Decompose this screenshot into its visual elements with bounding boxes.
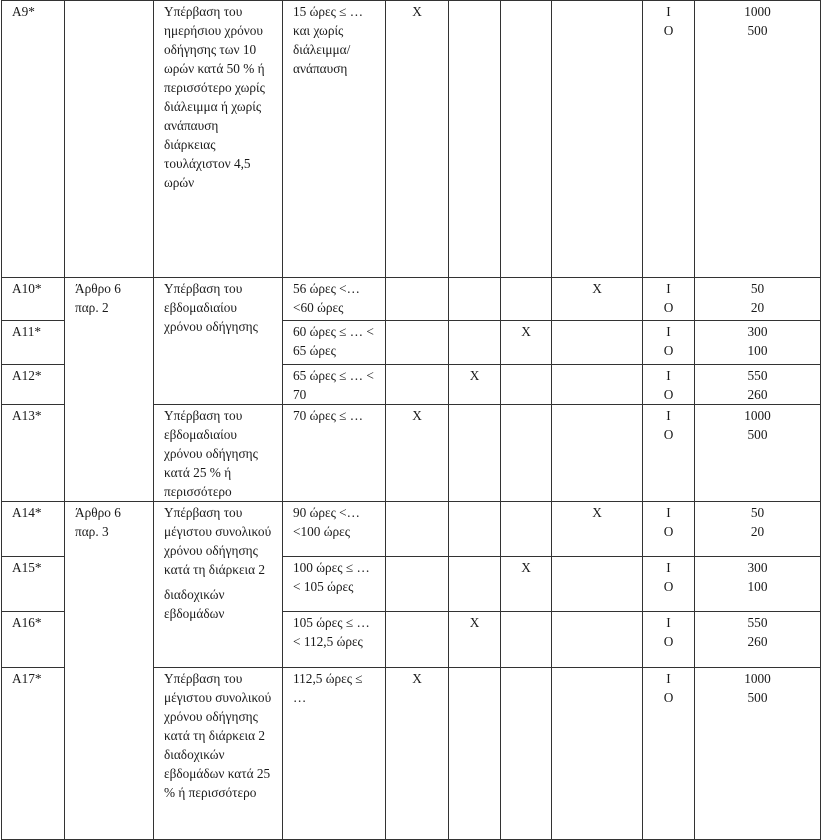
amount-o: 260 (747, 387, 768, 402)
limit-cell: 100 ώρες ≤ … < 105 ώρες (283, 557, 386, 612)
limit-cell: 60 ώρες ≤ … < 65 ώρες (283, 321, 386, 365)
severity-empty (386, 278, 449, 321)
limit-cell: 105 ώρες ≤ … < 112,5 ώρες (283, 612, 386, 668)
severity-empty (501, 405, 552, 502)
row-code: A14* (2, 502, 65, 557)
io-i: I (666, 615, 671, 630)
severity-empty (449, 502, 501, 557)
article-cell: Άρθρο 6 παρ. 3 (65, 502, 154, 840)
description-part-b: διαδοχικών εβδομάδων (164, 587, 225, 621)
severity-empty (386, 612, 449, 668)
amount-cell (695, 278, 821, 321)
io-i: I (666, 671, 671, 686)
severity-empty (386, 321, 449, 365)
io-cell (643, 405, 695, 502)
io-o: O (663, 300, 674, 315)
description-cell: Υπέρβαση του μέγιστου συνολικού χρόνου οδήγησης κατά τη διάρκεια 2 διαδοχικών εβδομάδων κατά 25 % ή περισσότερο (154, 668, 283, 840)
severity-empty (501, 502, 552, 557)
severity-mark: X (501, 557, 552, 612)
severity-empty (449, 557, 501, 612)
amount-i: 1000 (744, 671, 771, 686)
row-code: A11* (2, 321, 65, 365)
io-o: O (663, 427, 674, 442)
amount-o: 500 (747, 690, 768, 705)
io-i: I (666, 560, 671, 575)
io-o: O (663, 579, 674, 594)
amount-o: 260 (747, 634, 768, 649)
io-o: O (663, 634, 674, 649)
severity-empty (501, 612, 552, 668)
row-code: A15* (2, 557, 65, 612)
amount-i: 1000 (744, 408, 771, 423)
io-i: I (666, 4, 671, 19)
severity-empty (552, 557, 643, 612)
severity-empty (552, 612, 643, 668)
io-i: I (666, 324, 671, 339)
amount-i: 300 (747, 324, 768, 339)
limit-cell: 65 ώρες ≤ … < 70 (283, 365, 386, 405)
amount-o: 500 (747, 23, 768, 38)
description-cell: Υπέρβαση του εβδομαδιαίου χρόνου οδήγησης (154, 278, 283, 405)
severity-mark: X (552, 502, 643, 557)
severity-empty (501, 668, 552, 840)
io-o: O (663, 387, 674, 402)
io-i: I (666, 281, 671, 296)
amount-cell (695, 557, 821, 612)
io-i: I (666, 408, 671, 423)
severity-empty (386, 365, 449, 405)
io-o: O (663, 690, 674, 705)
severity-empty (501, 365, 552, 405)
io-cell (643, 321, 695, 365)
amount-o: 100 (747, 343, 768, 358)
amount-cell (695, 612, 821, 668)
io-o: O (663, 343, 674, 358)
severity-empty (449, 668, 501, 840)
io-cell (643, 502, 695, 557)
severity-empty (386, 557, 449, 612)
amount-cell (695, 321, 821, 365)
io-i: I (666, 505, 671, 520)
severity-empty (552, 321, 643, 365)
amount-i: 50 (750, 505, 765, 520)
infringement-table (1, 0, 821, 840)
severity-empty (386, 502, 449, 557)
severity-empty (449, 278, 501, 321)
row-code: A13* (2, 405, 65, 502)
severity-empty (552, 405, 643, 502)
severity-empty (449, 405, 501, 502)
severity-mark: X (501, 321, 552, 365)
amount-o: 100 (747, 579, 768, 594)
row-code: A12* (2, 365, 65, 405)
amount-o: 20 (750, 300, 765, 315)
severity-empty (552, 365, 643, 405)
amount-cell (695, 405, 821, 502)
amount-cell (695, 502, 821, 557)
description-cell: Υπέρβαση του ημερήσιου χρόνου οδήγησης των 10 ωρών κατά 50 % ή περισσότερο χωρίς διάλειμμα ή χωρίς ανάπαυση διάρκειας τουλάχιστον 4,5 ωρών (154, 1, 283, 278)
io-cell (643, 1, 695, 278)
severity-empty (501, 1, 552, 278)
amount-o: 20 (750, 524, 765, 539)
amount-i: 550 (747, 368, 768, 383)
severity-empty (449, 321, 501, 365)
severity-empty (552, 668, 643, 840)
limit-cell: 56 ώρες <… <60 ώρες (283, 278, 386, 321)
description-cell: Υπέρβαση του εβδομαδιαίου χρόνου οδήγησης κατά 25 % ή περισσότερο (154, 405, 283, 502)
severity-empty (449, 1, 501, 278)
row-code: A9* (2, 1, 65, 278)
amount-o: 500 (747, 427, 768, 442)
description-part-a: Υπέρβαση του μέγιστου συνολικού χρόνου οδήγησης κατά τη διάρκεια 2 (164, 505, 272, 577)
severity-mark: X (552, 278, 643, 321)
limit-cell: 15 ώρες ≤ … και χωρίς διάλειμμα/ ανάπαυση (283, 1, 386, 278)
limit-cell: 112,5 ώρες ≤ … (283, 668, 386, 840)
row-code: A10* (2, 278, 65, 321)
amount-i: 300 (747, 560, 768, 575)
severity-mark: X (386, 668, 449, 840)
io-cell (643, 668, 695, 840)
description-cell (154, 502, 283, 668)
io-cell (643, 278, 695, 321)
io-cell (643, 365, 695, 405)
amount-cell (695, 668, 821, 840)
limit-cell: 70 ώρες ≤ … (283, 405, 386, 502)
io-o: O (663, 23, 674, 38)
io-cell (643, 612, 695, 668)
io-o: O (663, 524, 674, 539)
amount-cell (695, 1, 821, 278)
io-cell (643, 557, 695, 612)
table-row (2, 278, 821, 321)
article-cell (65, 1, 154, 278)
amount-i: 50 (750, 281, 765, 296)
severity-mark: X (386, 1, 449, 278)
row-code: A16* (2, 612, 65, 668)
amount-i: 1000 (744, 4, 771, 19)
io-i: I (666, 368, 671, 383)
amount-cell (695, 365, 821, 405)
limit-cell: 90 ώρες <… <100 ώρες (283, 502, 386, 557)
article-cell: Άρθρο 6 παρ. 2 (65, 278, 154, 502)
amount-i: 550 (747, 615, 768, 630)
table-row (2, 502, 821, 557)
severity-empty (552, 1, 643, 278)
severity-mark: X (449, 365, 501, 405)
severity-empty (501, 278, 552, 321)
row-code: A17* (2, 668, 65, 840)
severity-mark: X (386, 405, 449, 502)
table-row (2, 1, 821, 278)
severity-mark: X (449, 612, 501, 668)
